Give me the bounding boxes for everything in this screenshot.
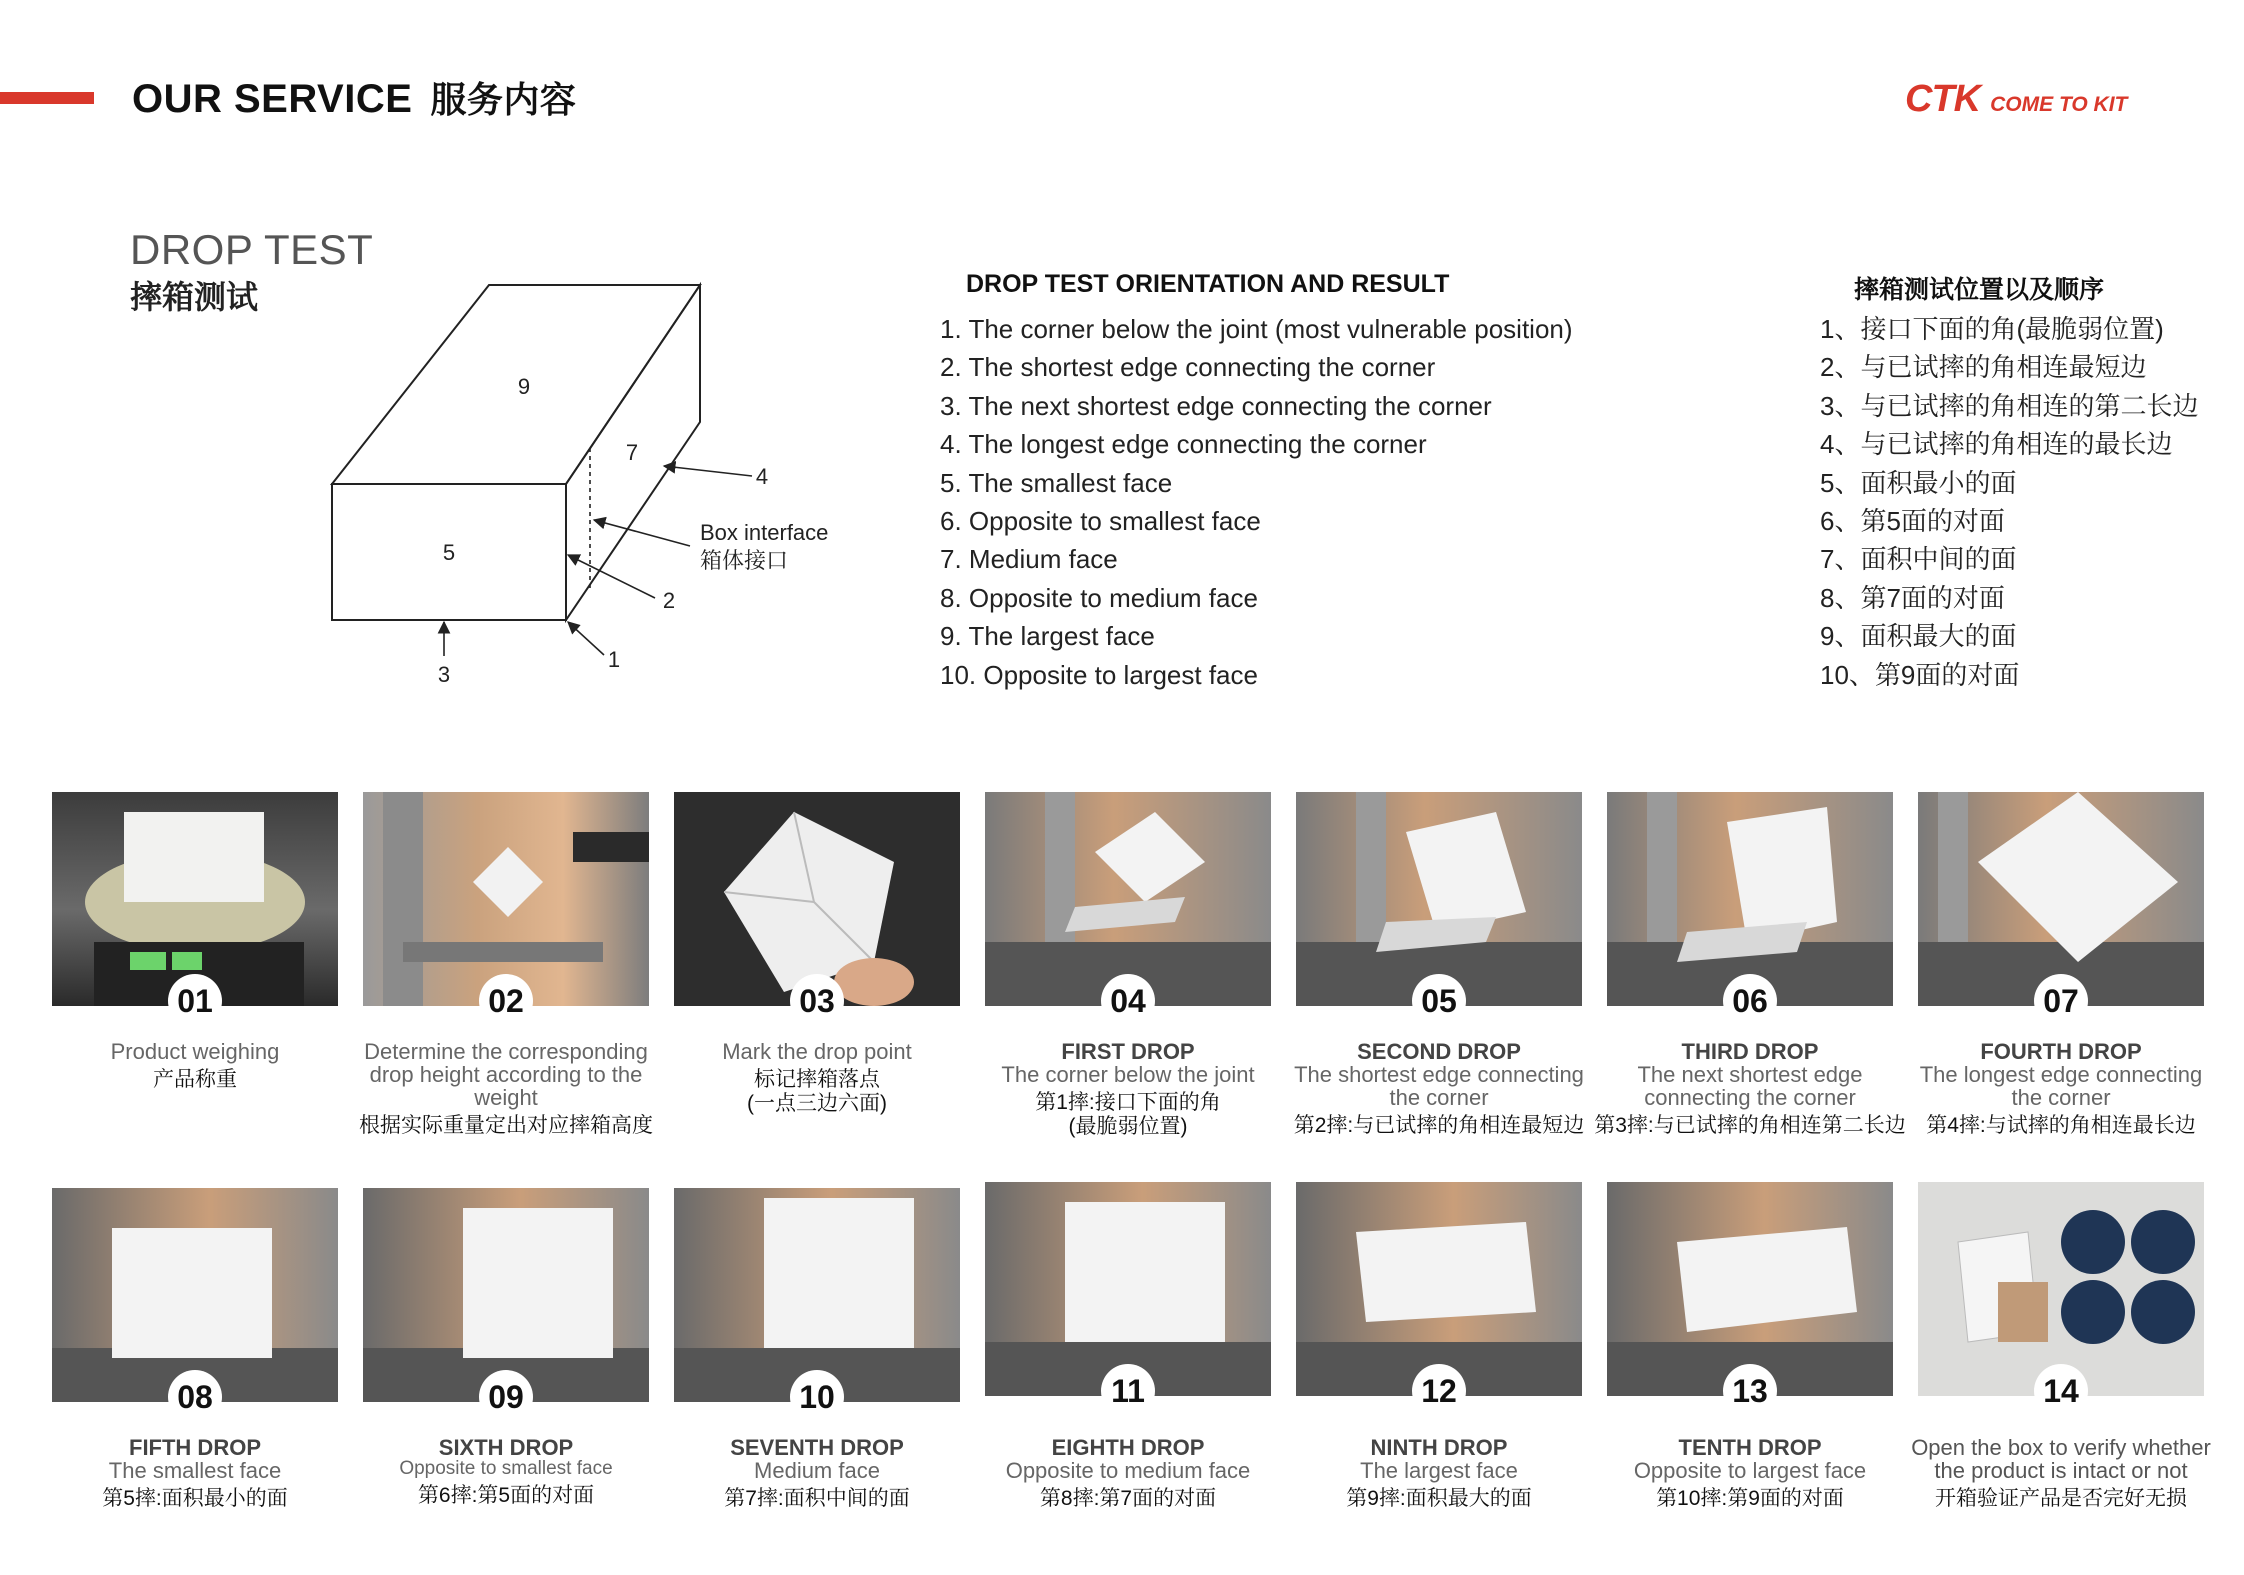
caption-cn: 第10摔:第9面的对面	[1656, 1487, 1844, 1511]
caption-cn-note: (最脆弱位置)	[1068, 1115, 1188, 1139]
arrow-interface	[594, 520, 690, 546]
step-caption	[1904, 1040, 2218, 1137]
step-caption	[1904, 1436, 2218, 1510]
caption-cn: 根据实际重量定出对应摔箱高度	[359, 1114, 653, 1138]
list-item: 3. The next shortest edge connecting the corner	[940, 390, 1492, 421]
step-number-badge: 02	[479, 974, 533, 1028]
list-item: 4、与已试摔的角相连的最长边	[1820, 429, 2173, 460]
arrow-2	[568, 555, 655, 598]
orientation-heading-en: DROP TEST ORIENTATION AND RESULT	[966, 270, 1450, 298]
arrow-4	[664, 466, 752, 476]
step-number-badge: 05	[1412, 974, 1466, 1028]
step-caption	[660, 1040, 974, 1115]
list-item: 2. The shortest edge connecting the corner	[940, 352, 1436, 383]
step-number-badge: 10	[790, 1370, 844, 1424]
caption-en: The corner below the joint	[1001, 1062, 1255, 1088]
list-item: 6、第5面的对面	[1820, 506, 2005, 537]
step-number-badge: 04	[1101, 974, 1155, 1028]
list-item: 1. The corner below the joint (most vulnerable position)	[940, 314, 1573, 344]
caption-en: The longest edge connecting the corner	[1919, 1062, 2203, 1111]
caption-title: EIGHTH DROP	[1051, 1435, 1205, 1460]
step-number-badge: 09	[479, 1370, 533, 1424]
caption-en: Mark the drop point	[722, 1039, 912, 1064]
caption-en: The largest face	[1360, 1458, 1518, 1484]
caption-en: Opposite to smallest face	[399, 1458, 613, 1480]
step-caption	[971, 1436, 1285, 1510]
caption-title: FIFTH DROP	[129, 1435, 261, 1460]
orientation-list-cn	[1820, 310, 2198, 694]
step-number-badge: 08	[168, 1370, 222, 1424]
caption-cn: 第3摔:与已试摔的角相连第二长边	[1594, 1114, 1906, 1138]
step-caption	[349, 1436, 663, 1507]
page-title-en: OUR SERVICE	[132, 77, 413, 121]
page-title	[132, 72, 576, 123]
list-item: 10、第9面的对面	[1820, 659, 2020, 690]
caption-cn: 产品称重	[153, 1068, 237, 1092]
step-caption	[1282, 1040, 1596, 1137]
step-caption	[1593, 1436, 1907, 1510]
interface-label-cn: 箱体接口	[700, 548, 789, 573]
list-item: 9、面积最大的面	[1820, 621, 2017, 652]
caption-en: The shortest edge connecting the corner	[1294, 1062, 1584, 1111]
step-caption	[38, 1040, 352, 1091]
step-number-badge: 11	[1101, 1364, 1155, 1418]
step-caption	[971, 1040, 1285, 1138]
caption-cn: 第6摔:第5面的对面	[417, 1484, 595, 1508]
caption-en: Medium face	[754, 1458, 880, 1484]
caption-cn: 第1摔:接口下面的角	[1035, 1091, 1221, 1115]
list-item: 10. Opposite to largest face	[940, 659, 1258, 690]
caption-cn: 开箱验证产品是否完好无损	[1935, 1487, 2187, 1511]
caption-en: Open the box to verify whether the product is intact or not	[1911, 1435, 2211, 1484]
step-number-badge: 01	[168, 974, 222, 1028]
list-item: 2、与已试摔的角相连最短边	[1820, 352, 2147, 383]
list-item: 8. Opposite to medium face	[940, 582, 1258, 613]
orientation-list-en	[940, 310, 1573, 694]
step-number-badge: 06	[1723, 974, 1777, 1028]
caption-title: SECOND DROP	[1357, 1039, 1521, 1064]
caption-en: The smallest face	[108, 1458, 282, 1484]
caption-cn: 第2摔:与已试摔的角相连最短边	[1293, 1114, 1585, 1138]
caption-title: SEVENTH DROP	[730, 1435, 904, 1460]
face-label-9: 9	[517, 374, 531, 399]
step-caption	[349, 1040, 663, 1137]
ctk-logo	[1905, 78, 2127, 121]
list-item: 6. Opposite to smallest face	[940, 506, 1261, 537]
caption-cn: 第4摔:与试摔的角相连最长边	[1926, 1114, 2196, 1138]
list-item: 1、接口下面的角(最脆弱位置)	[1820, 314, 2164, 344]
step-caption	[38, 1436, 352, 1510]
drop-test-box-diagram	[300, 270, 870, 690]
list-item: 5. The smallest face	[940, 467, 1173, 498]
logo-mark: CTK	[1905, 78, 1981, 120]
header-accent-bar	[0, 92, 94, 104]
caption-title: FIRST DROP	[1061, 1039, 1195, 1064]
section-title-cn: 摔箱测试	[130, 279, 259, 315]
section-title-en: DROP TEST	[130, 226, 374, 273]
step-number-badge: 12	[1412, 1364, 1466, 1418]
list-item: 9. The largest face	[940, 621, 1155, 652]
caption-cn: 第7摔:面积中间的面	[724, 1487, 910, 1511]
caption-en: Determine the corresponding drop height according to the weight	[364, 1039, 648, 1111]
step-number-badge: 14	[2034, 1364, 2088, 1418]
list-item: 5、面积最小的面	[1820, 467, 2017, 498]
face-label-5: 5	[442, 540, 456, 565]
list-item: 7、面积中间的面	[1820, 544, 2017, 575]
arrow-1	[568, 622, 604, 655]
arrow-label-3: 3	[437, 662, 451, 687]
face-label-7: 7	[625, 440, 639, 465]
caption-title: FOURTH DROP	[1980, 1039, 2142, 1064]
step-number-badge: 07	[2034, 974, 2088, 1028]
caption-cn: 第5摔:面积最小的面	[102, 1487, 288, 1511]
box-top-face	[332, 285, 700, 484]
caption-title: SIXTH DROP	[438, 1435, 574, 1460]
caption-en: Opposite to largest face	[1633, 1458, 1867, 1484]
interface-label-en: Box interface	[700, 520, 829, 545]
caption-en: Product weighing	[110, 1039, 280, 1064]
list-item: 3、与已试摔的角相连的第二长边	[1820, 390, 2199, 421]
step-caption	[660, 1436, 974, 1510]
list-item: 4. The longest edge connecting the corner	[940, 429, 1427, 460]
step-caption	[1593, 1040, 1907, 1137]
step-caption	[1282, 1436, 1596, 1510]
step-number-badge: 13	[1723, 1364, 1777, 1418]
logo-text: COME TO KIT	[1990, 93, 2128, 116]
list-item: 7. Medium face	[940, 544, 1118, 575]
list-item: 8、第7面的对面	[1820, 582, 2005, 613]
caption-cn: 第9摔:面积最大的面	[1346, 1487, 1532, 1511]
arrow-label-4: 4	[755, 464, 769, 489]
step-number-badge: 03	[790, 974, 844, 1028]
page-title-cn: 服务内容	[430, 79, 577, 120]
caption-title: TENTH DROP	[1678, 1435, 1822, 1460]
caption-cn: 标记摔箱落点	[754, 1068, 880, 1092]
caption-title: NINTH DROP	[1370, 1435, 1508, 1460]
caption-title: THIRD DROP	[1681, 1039, 1819, 1064]
caption-cn: 第8摔:第7面的对面	[1039, 1487, 1217, 1511]
caption-en: Opposite to medium face	[1005, 1458, 1251, 1484]
caption-cn-note: (一点三边六面)	[747, 1092, 887, 1116]
caption-en: The next shortest edge connecting the corner	[1637, 1062, 1863, 1111]
arrow-label-1: 1	[607, 647, 621, 672]
arrow-label-2: 2	[662, 588, 676, 613]
orientation-heading-cn: 摔箱测试位置以及顺序	[1854, 276, 2105, 304]
